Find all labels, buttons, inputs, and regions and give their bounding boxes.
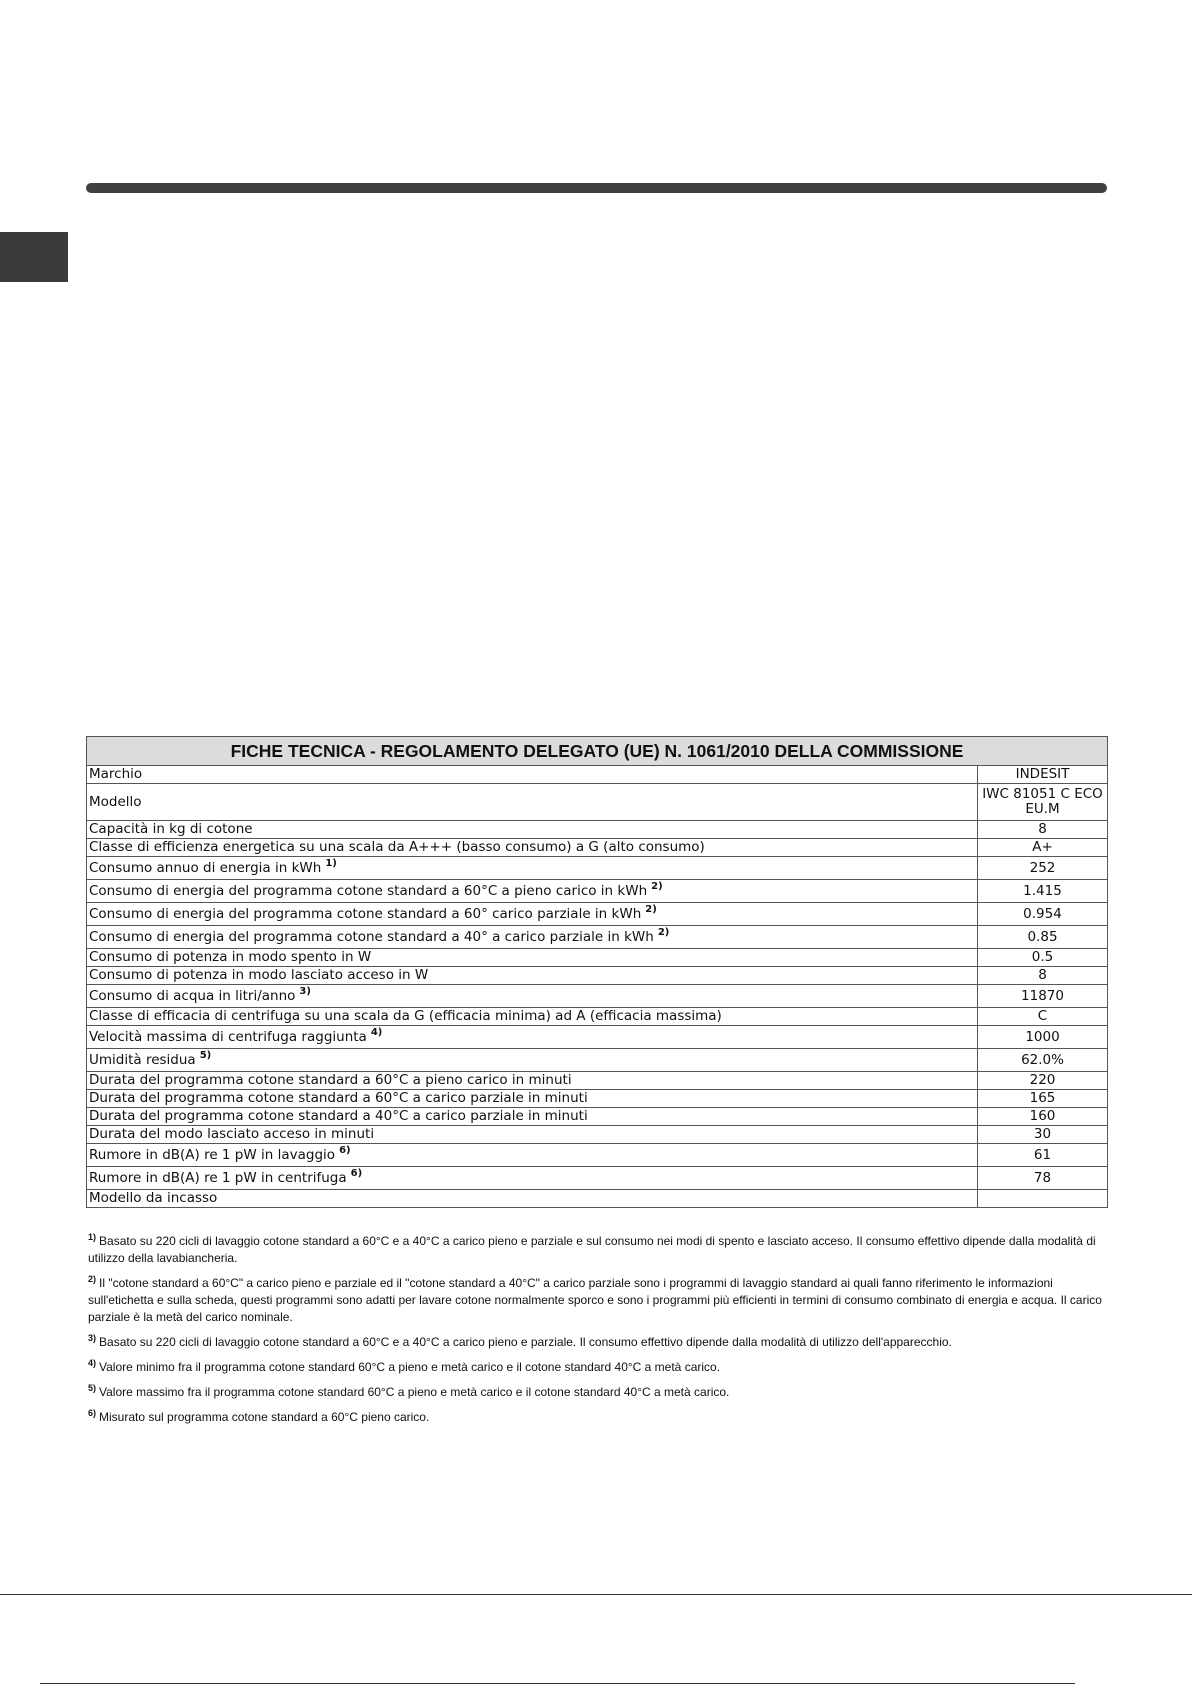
footnote [88, 1275, 1106, 1326]
row-label-text: Durata del modo lasciato acceso in minuti [89, 1126, 375, 1142]
row-value: INDESIT [978, 766, 1108, 784]
row-label [87, 1167, 978, 1190]
footnote [88, 1334, 1106, 1351]
footnote [88, 1409, 1106, 1426]
table-row [87, 1190, 1108, 1208]
footnote-text: Misurato sul programma cotone standard a 60°C pieno carico. [99, 1410, 430, 1424]
row-label [87, 1108, 978, 1126]
footnote-text: Basato su 220 cicli di lavaggio cotone standard a 60°C e a 40°C a carico pieno e parziale e sul consumo nei modi di spento e lasciato acceso. Il consumo effettivo dipende dalla modalità di utilizzo della lavabiancheria. [88, 1234, 1096, 1265]
row-label-text: Durata del programma cotone standard a 60°C a carico parziale in minuti [89, 1090, 588, 1106]
header-rule [86, 183, 1107, 193]
technical-datasheet-table [86, 736, 1108, 1208]
table-row [87, 880, 1108, 903]
footnote-reference: 2) [645, 904, 657, 915]
row-label-text: Consumo annuo di energia in kWh [89, 859, 322, 876]
footnote [88, 1384, 1106, 1401]
row-value: 78 [978, 1167, 1108, 1190]
footnotes [88, 1233, 1106, 1434]
row-value: 8 [978, 967, 1108, 985]
row-label-text: Consumo di energia del programma cotone standard a 40° a carico parziale in kWh [89, 928, 654, 945]
row-label [87, 821, 978, 839]
row-label-text: Umidità residua [89, 1051, 196, 1068]
footnote-mark: 5) [88, 1383, 97, 1393]
footnote-mark: 1) [88, 1232, 97, 1242]
row-label [87, 1090, 978, 1108]
row-label [87, 1144, 978, 1167]
row-value: 0.5 [978, 949, 1108, 967]
footnote [88, 1233, 1106, 1267]
row-label [87, 1126, 978, 1144]
table-row [87, 766, 1108, 784]
row-value: 220 [978, 1072, 1108, 1090]
table-row [87, 1108, 1108, 1126]
row-label-text: Durata del programma cotone standard a 60°C a pieno carico in minuti [89, 1072, 572, 1088]
footnote-text: Il "cotone standard a 60°C" a carico pieno e parziale ed il "cotone standard a 40°C" a carico parziale sono i programmi di lavaggio standard ai quali fanno riferimento le informazioni sull'etichetta e sulla scheda, questi programmi sono adatti per lavare cotone normalmente sporco e sono i programmi più efficienti in termini di consumo combinato di energia e acqua. Il carico parziale è la metà del carico nominale. [88, 1276, 1102, 1324]
row-value: 252 [978, 857, 1108, 880]
row-value: IWC 81051 C ECO EU.M [978, 784, 1108, 821]
row-value: 8 [978, 821, 1108, 839]
table-row [87, 1072, 1108, 1090]
table-row [87, 857, 1108, 880]
page-bottom-rule [40, 1683, 1075, 1684]
row-value: 1.415 [978, 880, 1108, 903]
table-row [87, 949, 1108, 967]
row-label-text: Classe di efficacia di centrifuga su una scala da G (efficacia minima) ad A (efficacia massima) [89, 1008, 722, 1024]
footnote-reference: 4) [370, 1027, 383, 1038]
row-label [87, 1008, 978, 1026]
footnote-reference: 1) [325, 858, 337, 869]
row-label-text: Classe di efficienza energetica su una scala da A+++ (basso consumo) a G (alto consumo) [89, 839, 705, 855]
row-label [87, 985, 978, 1008]
row-value: 11870 [978, 985, 1108, 1008]
table-row [87, 839, 1108, 857]
footnote-reference: 3) [299, 986, 311, 997]
table-row [87, 784, 1108, 821]
row-label-text: Consumo di energia del programma cotone standard a 60°C a pieno carico in kWh [89, 882, 648, 899]
row-label-text: Velocità massima di centrifuga raggiunta [89, 1028, 367, 1045]
row-label-text: Rumore in dB(A) re 1 pW in centrifuga [89, 1169, 347, 1186]
table-row [87, 1126, 1108, 1144]
footnote [88, 1359, 1106, 1376]
row-label-text: Consumo di potenza in modo lasciato acceso in W [89, 967, 429, 983]
row-value: 61 [978, 1144, 1108, 1167]
footnote-reference: 5) [199, 1050, 212, 1061]
table-title: FICHE TECNICA - REGOLAMENTO DELEGATO (UE) N. 1061/2010 DELLA COMMISSIONE [87, 737, 1108, 766]
table-row [87, 1144, 1108, 1167]
row-label-text: Rumore in dB(A) re 1 pW in lavaggio [89, 1146, 336, 1163]
table-header-row [87, 737, 1108, 766]
row-label-text: Durata del programma cotone standard a 40°C a carico parziale in minuti [89, 1108, 588, 1124]
footnote-text: Basato su 220 cicli di lavaggio cotone standard a 60°C e a 40°C a carico pieno e parziale. Il consumo effettivo dipende dalla modalità di utilizzo dell'apparecchio. [99, 1335, 952, 1349]
table-row [87, 926, 1108, 949]
footnote-reference: 6) [339, 1145, 351, 1156]
row-label [87, 967, 978, 985]
table-row [87, 821, 1108, 839]
row-label [87, 766, 978, 784]
row-label [87, 926, 978, 949]
row-value: 160 [978, 1108, 1108, 1126]
table-row [87, 1090, 1108, 1108]
footnote-mark: 6) [88, 1408, 97, 1418]
table-row [87, 1008, 1108, 1026]
footnote-reference: 2) [651, 881, 663, 892]
footnote-reference: 6) [350, 1168, 363, 1179]
row-value: C [978, 1008, 1108, 1026]
row-value: 30 [978, 1126, 1108, 1144]
row-label-text: Marchio [89, 766, 143, 782]
row-label [87, 857, 978, 880]
footnote-reference: 2) [657, 927, 670, 938]
footnote-mark: 4) [88, 1358, 97, 1368]
row-label-text: Consumo di potenza in modo spento in W [89, 949, 372, 965]
section-tab-marker [0, 232, 68, 282]
row-label [87, 1072, 978, 1090]
row-label [87, 839, 978, 857]
row-label [87, 1190, 978, 1208]
table-row [87, 903, 1108, 926]
row-value: A+ [978, 839, 1108, 857]
footnote-mark: 3) [88, 1333, 97, 1343]
row-value: 62.0% [978, 1049, 1108, 1072]
table-row [87, 1167, 1108, 1190]
footer-rule [0, 1594, 1192, 1595]
row-label [87, 1049, 978, 1072]
footnote-mark: 2) [88, 1274, 97, 1284]
row-label-text: Consumo di energia del programma cotone standard a 60° carico parziale in kWh [89, 905, 642, 922]
row-label [87, 784, 978, 821]
row-label-text: Consumo di acqua in litri/anno [89, 987, 296, 1004]
row-label [87, 880, 978, 903]
row-label [87, 903, 978, 926]
footnote-text: Valore massimo fra il programma cotone standard 60°C a pieno e metà carico e il cotone standard 40°C a metà carico. [99, 1385, 730, 1399]
row-value: 0.954 [978, 903, 1108, 926]
table-row [87, 1049, 1108, 1072]
footnote-text: Valore minimo fra il programma cotone standard 60°C a pieno e metà carico e il cotone standard 40°C a metà carico. [99, 1360, 721, 1374]
table-row [87, 967, 1108, 985]
row-value [978, 1190, 1108, 1208]
row-value: 1000 [978, 1026, 1108, 1049]
table-row [87, 985, 1108, 1008]
row-label-text: Modello [89, 793, 142, 810]
row-value: 0.85 [978, 926, 1108, 949]
row-label [87, 1026, 978, 1049]
table-row [87, 1026, 1108, 1049]
row-label [87, 949, 978, 967]
row-label-text: Capacità in kg di cotone [89, 821, 253, 837]
row-label-text: Modello da incasso [89, 1190, 218, 1206]
row-value: 165 [978, 1090, 1108, 1108]
